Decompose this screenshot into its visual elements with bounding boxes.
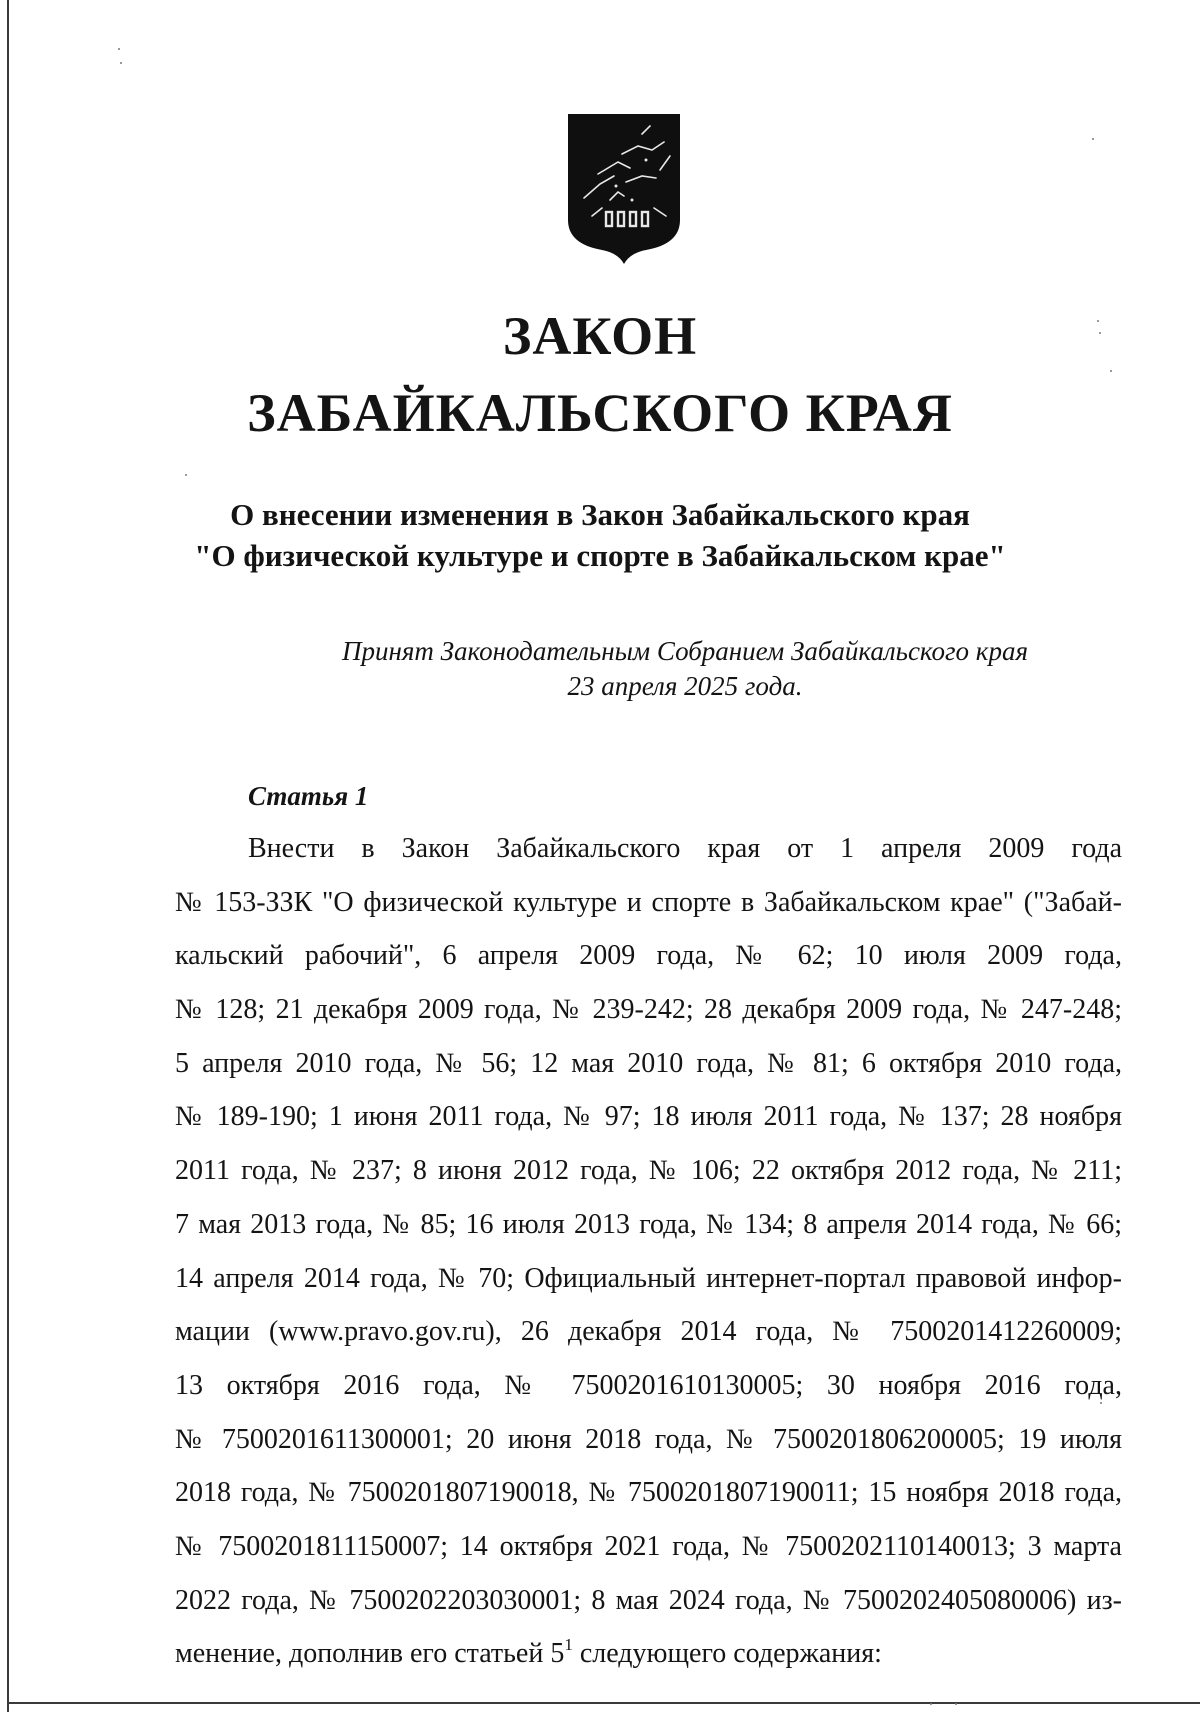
body-line: мации (www.pravo.gov.ru), 26 декабря 2014 года, № 7500201412260009;	[175, 1316, 1122, 1348]
body-line-last	[175, 1627, 1122, 1681]
body-line: 7 мая 2013 года, № 85; 16 июля 2013 года, № 134; 8 апреля 2014 года, № 66;	[175, 1208, 1122, 1240]
article-body	[175, 822, 1122, 1681]
law-title: ЗАКОН	[502, 306, 698, 366]
body-line: Внести в Закон Забайкальского края от 1 апреля 2009 года	[248, 833, 1122, 864]
body-line-text: следующего содержания:	[572, 1638, 882, 1670]
adoption-note-line: Принят Законодательным Собранием Забайкальского края	[341, 636, 1028, 666]
body-line-text: менение, дополнив его статьей 5	[175, 1638, 565, 1670]
coat-of-arms-emblem	[566, 112, 682, 266]
body-line: № 7500201811150007; 14 октября 2021 года, № 7500202110140013; 3 марта	[175, 1530, 1122, 1562]
law-region-title: ЗАБАЙКАЛЬСКОГО КРАЯ	[247, 383, 953, 443]
body-line: кальский рабочий", 6 апреля 2009 года, № 62; 10 июля 2009 года,	[175, 940, 1122, 972]
body-line: № 189-190; 1 июня 2011 года, № 97; 18 июля 2011 года, № 137; 28 ноября	[175, 1101, 1122, 1133]
body-line: 14 апреля 2014 года, № 70; Официальный интернет-портал правовой инфор-	[175, 1262, 1122, 1294]
law-subject-line: "О физической культуре и спорте в Забайкальском крае"	[194, 538, 1006, 573]
page-border-left	[7, 0, 9, 1712]
adoption-date: 23 апреля 2025 года.	[567, 671, 803, 701]
article-heading: Статья 1	[248, 781, 369, 811]
body-line: 2018 года, № 7500201807190018, № 7500201807190011; 15 ноября 2018 года,	[175, 1477, 1122, 1509]
body-line: 13 октября 2016 года, № 7500201610130005; 30 ноября 2016 года,	[175, 1369, 1122, 1401]
body-line: № 128; 21 декабря 2009 года, № 239-242; 28 декабря 2009 года, № 247-248;	[175, 994, 1122, 1026]
article-number-superscript: 1	[564, 1635, 573, 1655]
law-subject	[0, 494, 1200, 576]
body-line: 2011 года, № 237; 8 июня 2012 года, № 106; 22 октября 2012 года, № 211;	[175, 1155, 1122, 1187]
body-line: 2022 года, № 7500202203030001; 8 мая 2024 года, № 7500202405080006) из-	[175, 1584, 1122, 1616]
body-line: № 153-ЗЗК "О физической культуре и спорте в Забайкальском крае" ("Забай-	[175, 886, 1122, 918]
law-subject-line: О внесении изменения в Закон Забайкальского края	[230, 497, 970, 532]
adoption-note	[300, 634, 1070, 704]
body-line: 5 апреля 2010 года, № 56; 12 мая 2010 года, № 81; 6 октября 2010 года,	[175, 1047, 1122, 1079]
body-line: № 7500201611300001; 20 июня 2018 года, № 7500201806200005; 19 июля	[175, 1423, 1122, 1455]
page-border-bottom	[7, 1702, 1200, 1704]
